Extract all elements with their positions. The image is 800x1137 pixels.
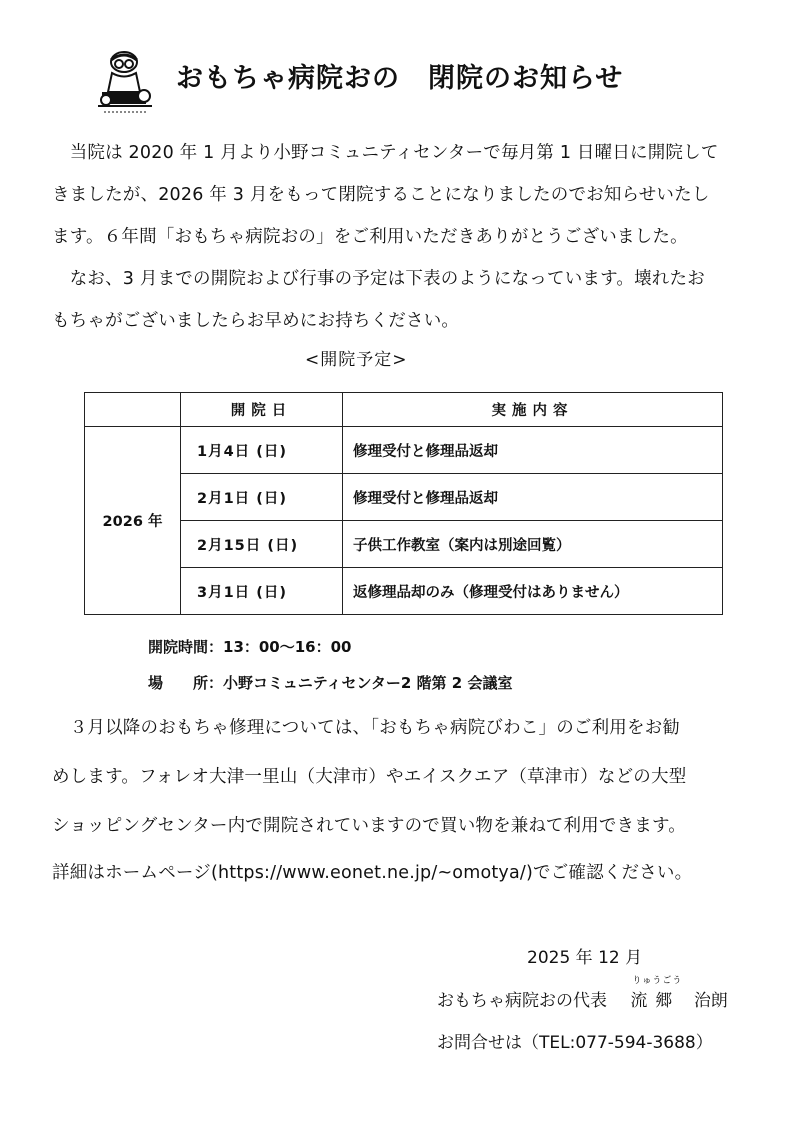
- intro-line-5: もちゃがございましたらお早めにお持ちください。: [52, 311, 460, 331]
- closing-line-3: ショッピングセンター内で開院されていますので買い物を兼ねて利用できます。: [52, 816, 686, 836]
- table-row: [85, 521, 723, 568]
- schedule-header-date: 開院日: [181, 393, 343, 427]
- schedule-content: 修理受付と修理品返却: [343, 474, 723, 521]
- schedule-table: [84, 392, 723, 615]
- closing-line-1: ３月以降のおもちゃ修理については、「おもちゃ病院びわこ」のご利用をお勧: [52, 718, 681, 738]
- representative-given-name: 治朗: [693, 991, 728, 1011]
- table-row: [85, 474, 723, 521]
- title-part2: 閉院のお知らせ: [428, 63, 624, 94]
- schedule-date: 3月1日 (日): [181, 568, 343, 615]
- representative-surname: 流郷: [630, 991, 681, 1011]
- schedule-header-content: 実施内容: [343, 393, 723, 427]
- schedule-content: 修理受付と修理品返却: [343, 427, 723, 474]
- contact-info: お問合せは（TEL:077-594-3688）: [437, 1033, 713, 1053]
- schedule-date: 1月4日 (日): [181, 427, 343, 474]
- schedule-content: 子供工作教室（案内は別途回覧）: [343, 521, 723, 568]
- intro-line-2: きましたが、2026 年 3 月をもって閉院することになりましたのでお知らせいたし: [52, 185, 710, 205]
- representative-surname-wrap: [630, 976, 683, 1011]
- schedule-header-row: [85, 393, 723, 427]
- schedule-date: 2月1日 (日): [181, 474, 343, 521]
- page-title: [176, 56, 623, 95]
- representative: [437, 976, 728, 1011]
- venue: 場 所：小野コミュニティセンター2 階第 2 会議室: [148, 674, 513, 692]
- schedule-heading: <開院予定>: [305, 350, 408, 370]
- schedule-year: 2026 年: [85, 427, 181, 615]
- closing-line-2: めします。フォレオ大津一里山（大津市）やエイスクエア（草津市）などの大型: [52, 767, 687, 787]
- organization-name: おもちゃ病院おの代表: [437, 991, 607, 1011]
- issue-date: 2025 年 12 月: [527, 948, 643, 968]
- title-part1: おもちゃ病院おの: [176, 63, 400, 94]
- surname-ruby: りゅうごう: [632, 976, 683, 986]
- schedule-header-blank: [85, 393, 181, 427]
- intro-line-1: 当院は 2020 年 1 月より小野コミュニティセンターで毎月第 1 日曜日に開院して: [52, 143, 719, 163]
- intro-line-4: なお、3 月までの開院および行事の予定は下表のようになっています。壊れたお: [52, 269, 705, 289]
- schedule-date: 2月15日 (日): [181, 521, 343, 568]
- toy-doctor-logo-icon: [94, 48, 160, 118]
- closing-line-4: 詳細はホームページ(https://www.eonet.ne.jp/~omotya/)でご確認ください。: [52, 863, 693, 883]
- table-row: [85, 427, 723, 474]
- opening-hours: 開院時間：13：00～16：00: [148, 638, 352, 656]
- table-row: [85, 568, 723, 615]
- intro-line-3: ます。６年間「おもちゃ病院おの」をご利用いただきありがとうございました。: [52, 227, 688, 247]
- schedule-content: 返修理品却のみ（修理受付はありません）: [343, 568, 723, 615]
